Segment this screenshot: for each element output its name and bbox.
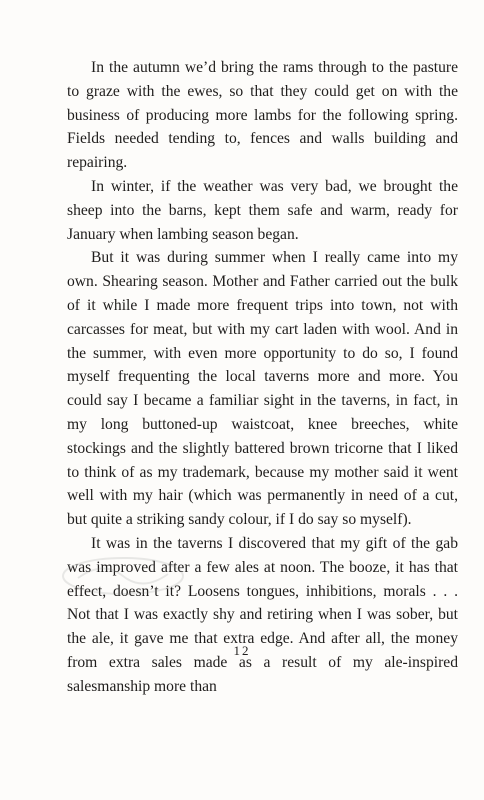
- page-number: 12: [233, 643, 251, 658]
- paragraph-winter: In winter, if the weather was very bad, we brought the sheep into the barns, kept them safe and warm, ready for January when lambing season began.: [67, 177, 458, 243]
- paragraph-autumn: In the autumn we’d bring the rams through to the pasture to graze with the ewes, so that they could get on with the business of producing more lambs for the following spring. Fields needed tending to, fences and walls building and repairing.: [67, 59, 458, 172]
- paragraph-summer: But it was during summer when I really came into my own. Shearing season. Mother and Father carried out the bulk of it while I made more frequent trips into town, not with carcasses for meat, but with my cart laden with wool. And in the summer, with even more opportunity to do so, I found myself frequenting the local taverns more and more. You could say I became a familiar sight in the taverns, in fact, in my long buttoned-up waistcoat, knee breeches, white stockings and the slightly battered brown tricorne that I liked to think of as my trademark, because my mother said it went well with my hair (which was permanently in need of a cut, but quite a striking sandy colour, if I do say so myself).: [67, 249, 458, 529]
- paragraph-taverns: It was in the taverns I discovered that my gift of the gab was improved after a few ales at noon. The booze, it has that effect, doesn’t it? Loosens tongues, inhibitions, morals . . . Not that I was exactly shy and retiring when I was sober, but the ale, it gave me that extra edge. And after all, the money from extra sales made as a result of my ale-inspired salesmanship more than: [67, 534, 458, 695]
